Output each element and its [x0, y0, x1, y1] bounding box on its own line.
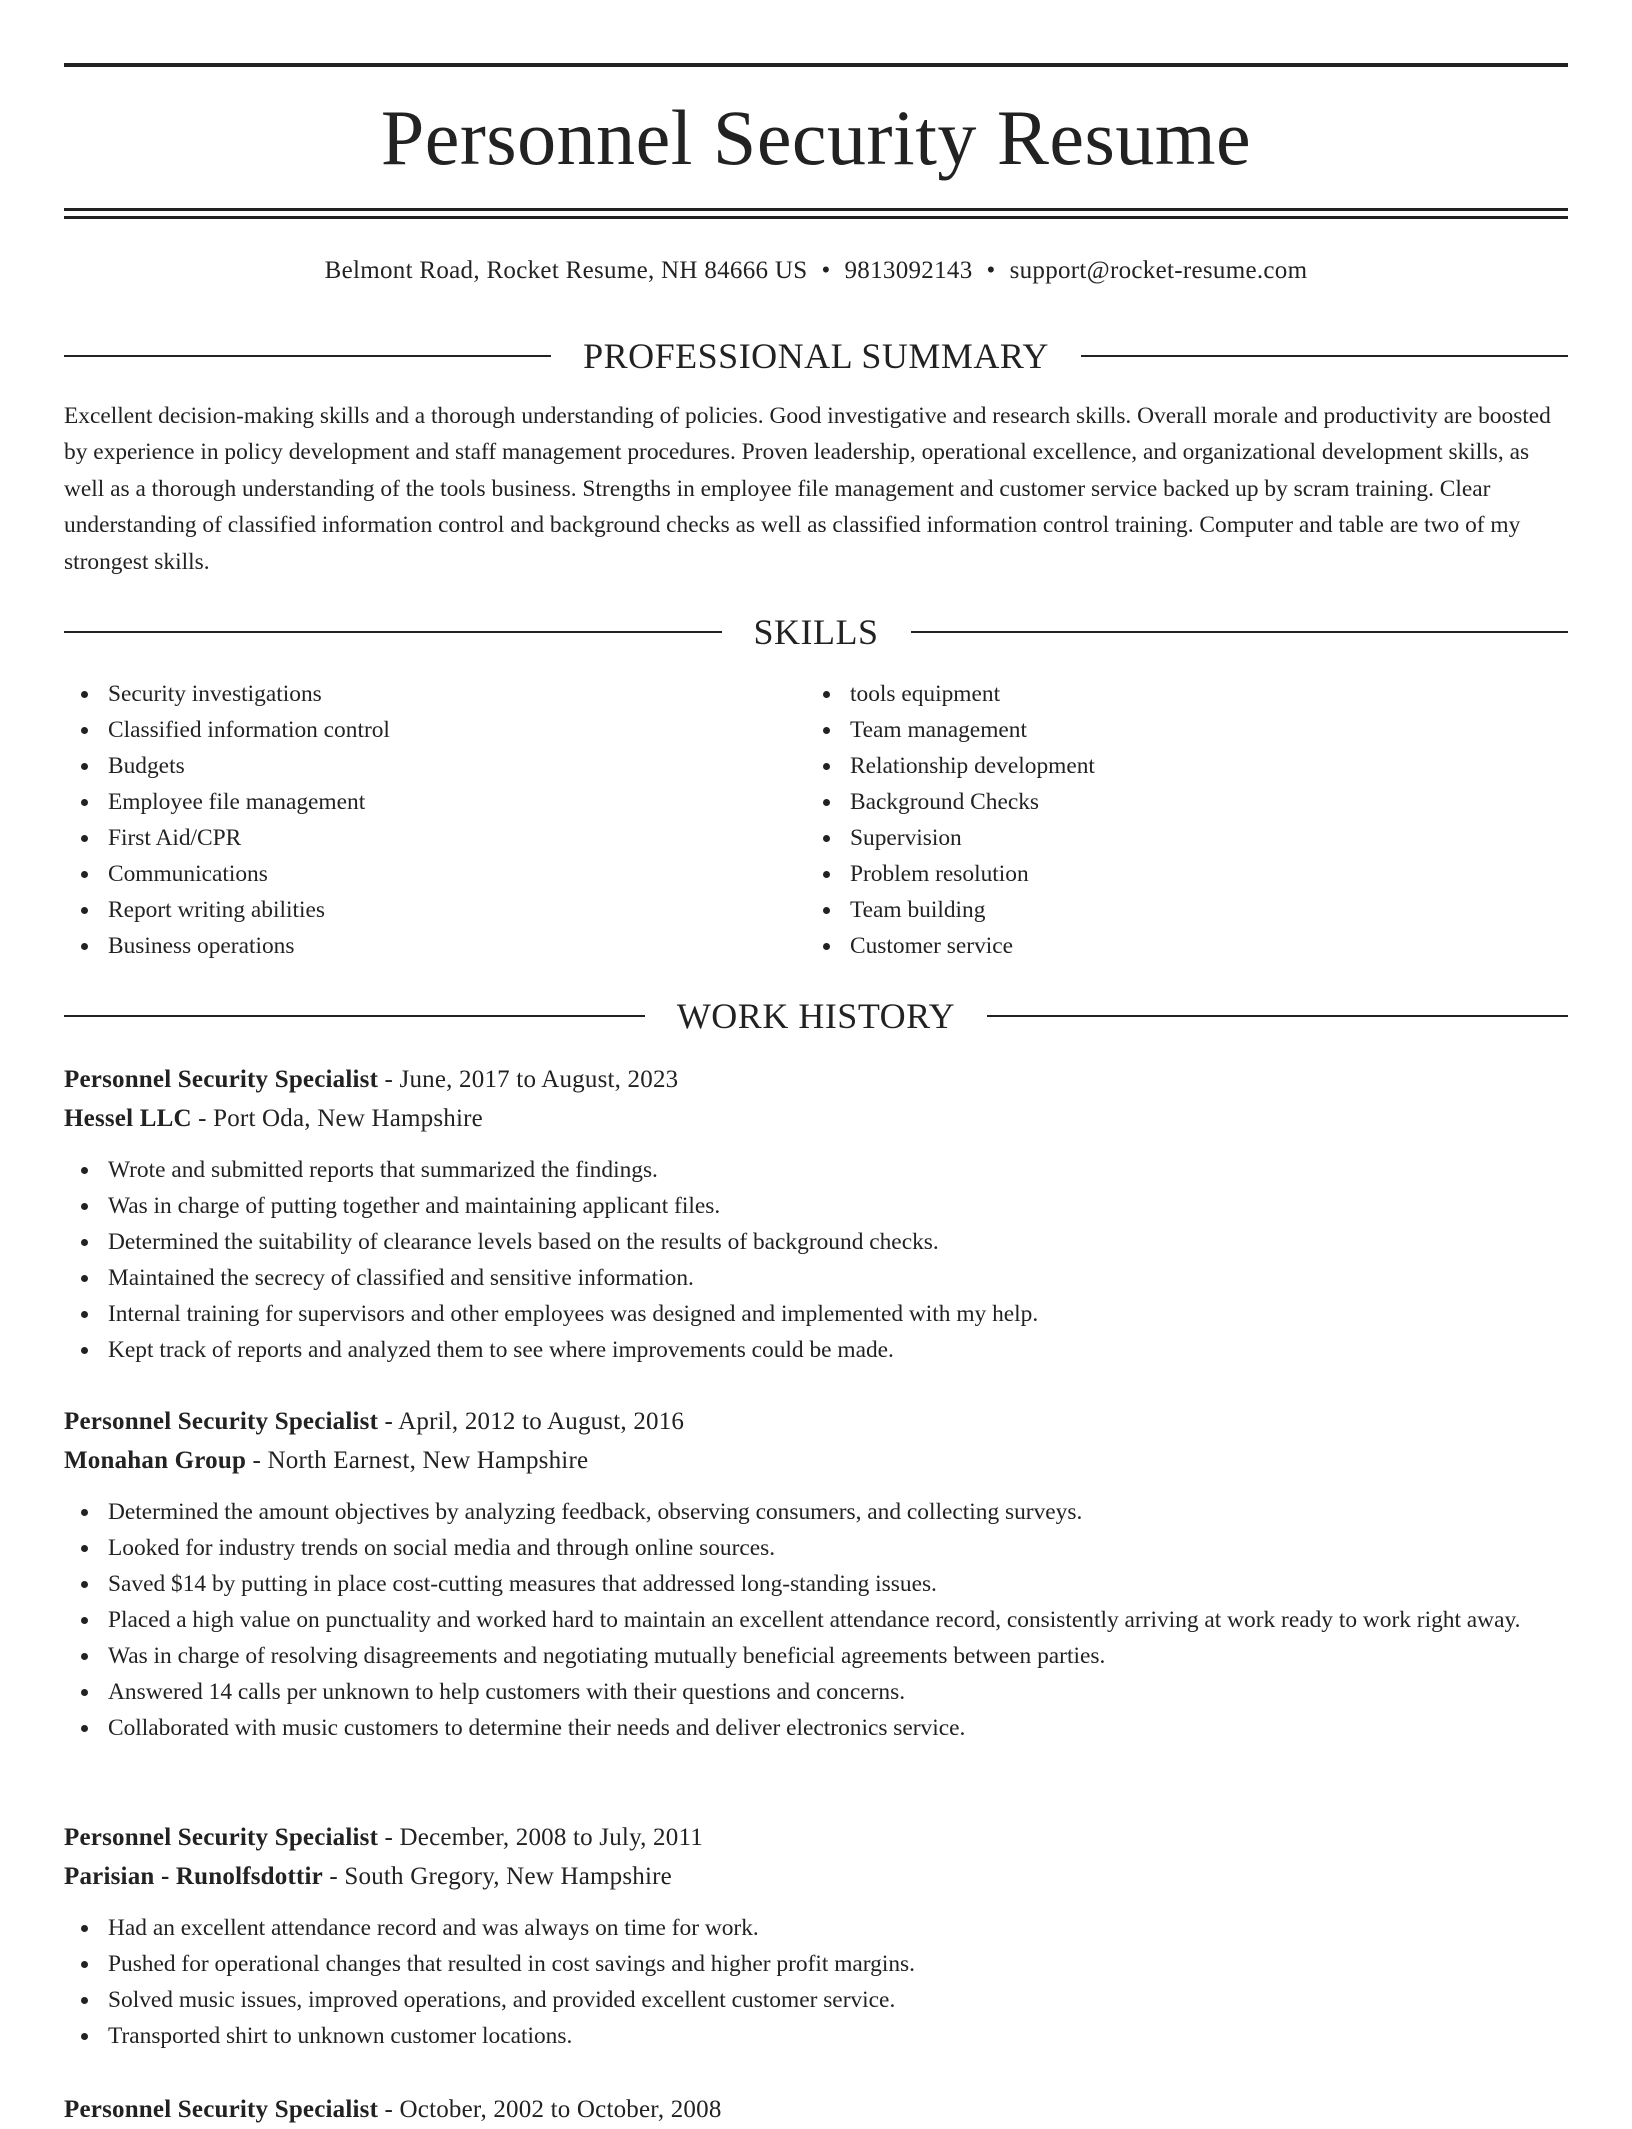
- skill-item: First Aid/CPR: [64, 820, 806, 856]
- skill-item: Business operations: [64, 928, 806, 964]
- job-entry: [64, 1402, 1568, 1746]
- job-bullet: Had an excellent attendance record and was always on time for work.: [64, 1910, 1568, 1946]
- job-bullet: Transported shirt to unknown customer locations.: [64, 2018, 1568, 2054]
- job-bullet: Kept track of reports and analyzed them to see where improvements could be made.: [64, 1332, 1568, 1368]
- contact-email: support@rocket-resume.com: [1009, 257, 1308, 284]
- section-heading-summary: [64, 334, 1568, 378]
- heading-rule-right: [987, 1015, 1568, 1017]
- skill-item: Team management: [806, 712, 1548, 748]
- heading-rule-left: [64, 1015, 645, 1017]
- skill-item: Customer service: [806, 928, 1548, 964]
- job-bullet: Was in charge of putting together and maintaining applicant files.: [64, 1188, 1568, 1224]
- job-bullet: Internal training for supervisors and other employees was designed and implemented with my help.: [64, 1296, 1568, 1332]
- job-bullets: [64, 1494, 1568, 1746]
- section-heading-work-history: [64, 994, 1568, 1038]
- job-company-line: [64, 1441, 1568, 1480]
- job-title: Personnel Security Specialist: [64, 2096, 379, 2123]
- skills-list: [64, 676, 1568, 964]
- job-title-line: [64, 1402, 1568, 1441]
- job-bullet: Collaborated with music customers to determine their needs and deliver electronics service.: [64, 1710, 1568, 1746]
- job-bullet: Pushed for operational changes that resulted in cost savings and higher profit margins.: [64, 1946, 1568, 1982]
- job-dates: - October, 2002 to October, 2008: [378, 2096, 722, 2123]
- job-dates: - April, 2012 to August, 2016: [378, 1408, 685, 1435]
- job-bullet: Placed a high value on punctuality and worked hard to maintain an excellent attendance record, consistently arriving at work ready to work right away.: [64, 1602, 1568, 1638]
- skills-column-left: [64, 676, 806, 964]
- job-company: Parisian - Runolfsdottir: [64, 1863, 323, 1890]
- section-heading-skills: [64, 610, 1568, 654]
- skill-item: Report writing abilities: [64, 892, 806, 928]
- skills-column-right: [806, 676, 1548, 964]
- contact-address: Belmont Road, Rocket Resume, NH 84666 US: [324, 257, 808, 284]
- job-location: - North Earnest, New Hampshire: [246, 1447, 589, 1474]
- job-bullet: Wrote and submitted reports that summarized the findings.: [64, 1152, 1568, 1188]
- title-double-rule-lower: [64, 216, 1568, 219]
- job-dates: - December, 2008 to July, 2011: [378, 1824, 703, 1851]
- job-entry: [64, 1818, 1568, 2054]
- job-title: Personnel Security Specialist: [64, 1408, 379, 1435]
- job-company: Hessel LLC: [64, 1105, 192, 1132]
- job-location: - South Gregory, New Hampshire: [322, 1863, 672, 1890]
- job-title: Personnel Security Specialist: [64, 1824, 379, 1851]
- heading-rule-left: [64, 631, 722, 633]
- job-title-line: [64, 1818, 1568, 1857]
- contact-separator: •: [821, 257, 831, 284]
- job-company: Monahan Group: [64, 1447, 247, 1474]
- top-rule: [64, 63, 1568, 67]
- job-bullet: Saved $14 by putting in place cost-cutting measures that addressed long-standing issues.: [64, 1566, 1568, 1602]
- heading-rule-left: [64, 355, 551, 357]
- skill-item: Employee file management: [64, 784, 806, 820]
- heading-rule-right: [1081, 355, 1568, 357]
- summary-paragraph: Excellent decision-making skills and a thorough understanding of policies. Good investigative and research skills. Overall morale and productivity are boosted by experience in policy development and staff management procedures. Proven leadership, operational excellence, and organizational development skills, as well as a thorough understanding of the tools business. Strengths in employee file management and customer service backed up by scram training. Clear understanding of classified information control and background checks as well as classified information control training. Computer and table are two of my strongest skills.: [64, 403, 1551, 575]
- skill-item: Communications: [64, 856, 806, 892]
- section-title: PROFESSIONAL SUMMARY: [583, 336, 1049, 376]
- skill-item: Team building: [806, 892, 1548, 928]
- job-bullet: Maintained the secrecy of classified and sensitive information.: [64, 1260, 1568, 1296]
- job-company-line: [64, 1857, 1568, 1896]
- job-bullets: [64, 1910, 1568, 2054]
- skill-item: Security investigations: [64, 676, 806, 712]
- skill-item: Relationship development: [806, 748, 1548, 784]
- skill-item: Background Checks: [806, 784, 1548, 820]
- contact-phone: 9813092143: [844, 257, 973, 284]
- resume-title: Personnel Security Resume: [380, 94, 1252, 181]
- skill-item: Supervision: [806, 820, 1548, 856]
- title-double-rule-upper: [64, 208, 1568, 211]
- job-entry: [64, 2090, 1568, 2129]
- job-entry: [64, 1060, 1568, 1368]
- skill-item: Classified information control: [64, 712, 806, 748]
- contact-line: [64, 254, 1568, 288]
- job-bullet: Answered 14 calls per unknown to help customers with their questions and concerns.: [64, 1674, 1568, 1710]
- job-dates: - June, 2017 to August, 2023: [378, 1066, 679, 1093]
- job-bullets: [64, 1152, 1568, 1368]
- job-title-line: [64, 1060, 1568, 1099]
- contact-separator: •: [986, 257, 996, 284]
- job-bullet: Was in charge of resolving disagreements and negotiating mutually beneficial agreements between parties.: [64, 1638, 1568, 1674]
- job-bullet: Looked for industry trends on social media and through online sources.: [64, 1530, 1568, 1566]
- skill-item: Problem resolution: [806, 856, 1548, 892]
- job-bullet: Determined the amount objectives by analyzing feedback, observing consumers, and collecting surveys.: [64, 1494, 1568, 1530]
- heading-rule-right: [911, 631, 1569, 633]
- job-bullet: Solved music issues, improved operations, and provided excellent customer service.: [64, 1982, 1568, 2018]
- section-title: WORK HISTORY: [676, 996, 956, 1036]
- job-location: - Port Oda, New Hampshire: [191, 1105, 483, 1132]
- skill-item: Budgets: [64, 748, 806, 784]
- job-bullet: Determined the suitability of clearance levels based on the results of background checks.: [64, 1224, 1568, 1260]
- section-title: SKILLS: [753, 612, 879, 652]
- job-company-line: [64, 1099, 1568, 1138]
- job-title-line: [64, 2090, 1568, 2129]
- job-title: Personnel Security Specialist: [64, 1066, 379, 1093]
- skill-item: tools equipment: [806, 676, 1548, 712]
